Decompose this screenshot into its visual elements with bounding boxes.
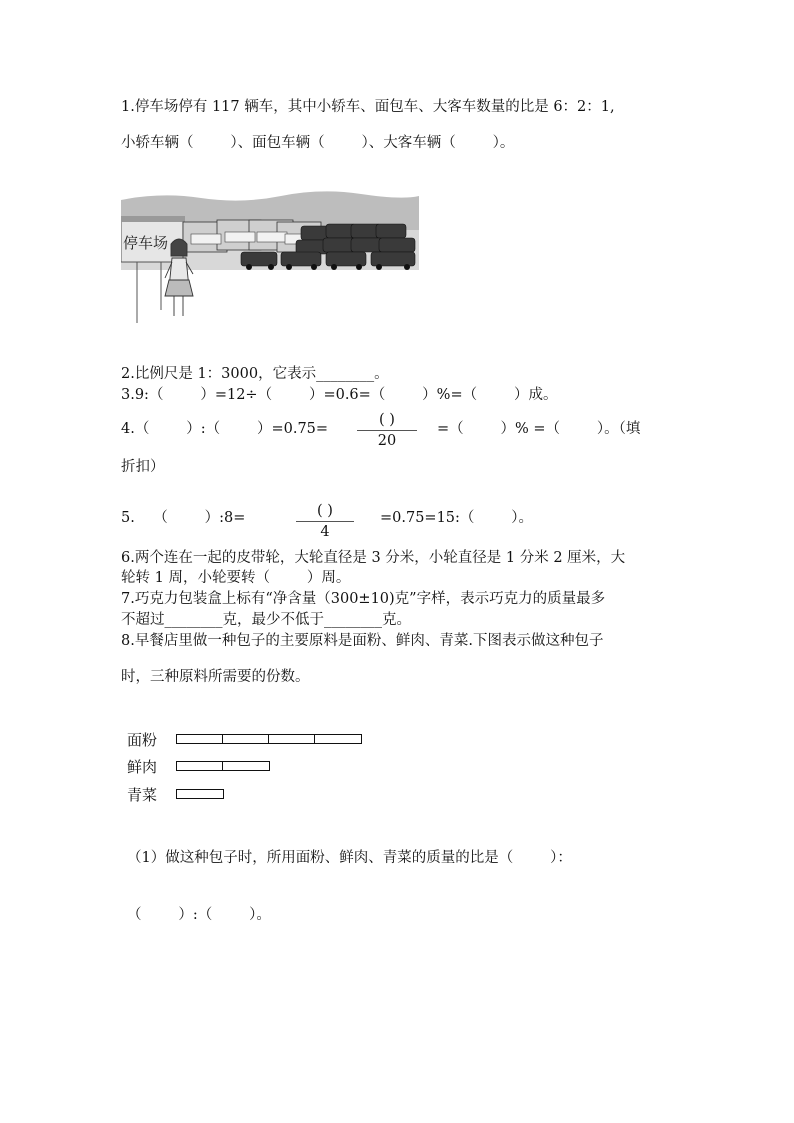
legend-label-vegetable: 青菜 — [127, 786, 158, 804]
q4-fraction-numerator: ( ) — [379, 412, 395, 428]
bar-segment — [223, 762, 269, 770]
q4-fraction-bar — [357, 430, 417, 431]
bar-segment — [315, 735, 361, 743]
legend-bar-meat — [176, 761, 270, 771]
q4-left: 4.（ ）:（ ）=0.75= — [121, 421, 329, 437]
q4-right: =（ ）% =（ ）。（填 — [437, 421, 641, 437]
q6-line1: 6.两个连在一起的皮带轮，大轮直径是 3 分米，小轮直径是 1 分米 2 厘米，大 — [121, 550, 626, 566]
q6-line2: 轮转 1 周，小轮要转（ ）周。 — [121, 570, 351, 586]
q5-left: 5. （ ）:8= — [121, 510, 246, 526]
parking-lot-illustration — [121, 190, 419, 323]
q5-fraction-denominator: 4 — [320, 524, 330, 540]
bar-segment — [177, 790, 223, 798]
q8-sub1-line2: （ ）:（ ）。 — [127, 907, 271, 923]
q7-line2: 不超过________克，最少不低于________克。 — [121, 612, 411, 628]
legend-bar-vegetable — [176, 789, 224, 799]
q4-fraction-denominator: 20 — [377, 433, 397, 449]
bar-segment — [269, 735, 315, 743]
q8-line2: 时，三种原料所需要的份数。 — [121, 669, 310, 685]
legend-bar-flour — [176, 734, 362, 744]
q2-text: 2.比例尺是 1：3000，它表示________。 — [121, 366, 389, 382]
bar-segment — [177, 762, 223, 770]
q1-line1: 1.停车场停有 117 辆车，其中小轿车、面包车、大客车数量的比是 6：2：1, — [121, 99, 615, 115]
legend-label-flour: 面粉 — [127, 731, 158, 749]
q8-line1: 8.早餐店里做一种包子的主要原料是面粉、鲜肉、青菜.下图表示做这种包子 — [121, 633, 604, 649]
q1-line2: 小轿车辆（ ）、面包车辆（ ）、大客车辆（ ）。 — [121, 135, 515, 151]
q5-fraction — [296, 502, 354, 541]
legend-label-meat: 鲜肉 — [127, 758, 158, 776]
bar-segment — [223, 735, 269, 743]
parking-sign-text: 停车场 — [123, 234, 169, 252]
q5-fraction-numerator: ( ) — [317, 503, 333, 519]
q4-fraction — [357, 411, 417, 450]
q5-right: =0.75=15:（ ）。 — [380, 510, 534, 526]
q4-line2: 折扣） — [121, 459, 165, 475]
q7-line1: 7.巧克力包装盒上标有“净含量（300±10)克”字样，表示巧克力的质量最多 — [121, 591, 606, 607]
q8-sub1-line1: （1）做这种包子时，所用面粉、鲜肉、青菜的质量的比是（ ）： — [127, 850, 572, 866]
q3-text: 3.9:（ ）=12÷（ ）=0.6=（ ）%=（ ）成。 — [121, 387, 558, 403]
q5-fraction-bar — [296, 521, 354, 522]
bar-segment — [177, 735, 223, 743]
